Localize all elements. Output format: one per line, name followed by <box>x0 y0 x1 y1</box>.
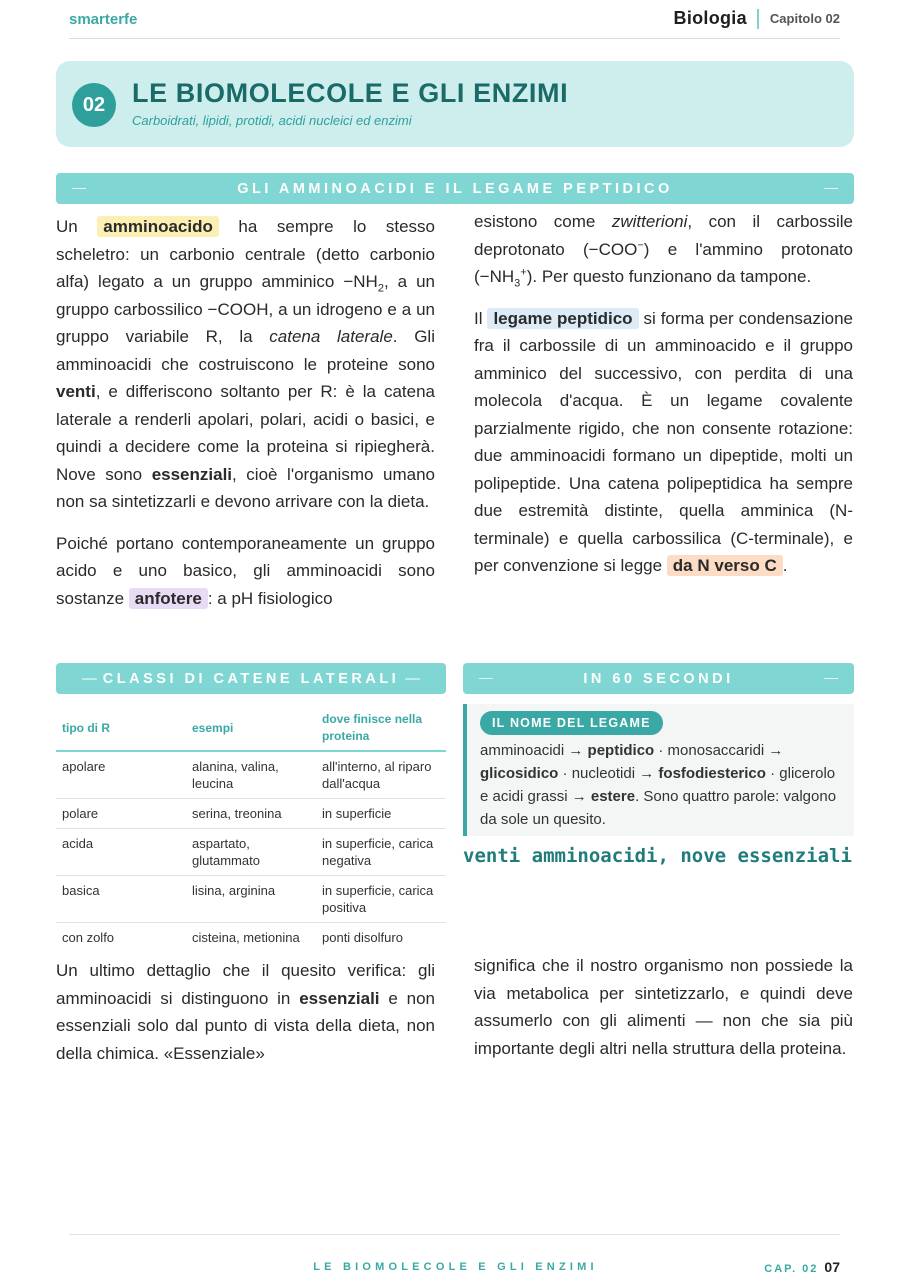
brand-logo[interactable]: smarterfe <box>69 11 138 28</box>
footer-page-info <box>764 1259 840 1275</box>
text-run: · nucleotidi → <box>558 765 659 782</box>
callout-text <box>480 739 842 831</box>
chapter-number-badge: 02 <box>72 83 116 127</box>
table-cell: in superficie, carica positiva <box>316 876 446 923</box>
paragraph: significa che il nostro organismo non possiede la via metabolica per sintetizzarlo, e quindi deve assumerlo con gli alimenti — non che sia più importante degli altri nella struttura della proteina. <box>474 956 853 1058</box>
column-header: tipo di R <box>56 707 186 751</box>
header-meta <box>674 8 840 29</box>
highlight-term: da N verso C <box>667 555 783 576</box>
table-cell: basica <box>56 876 186 923</box>
table-cell: in superficie, carica negativa <box>316 829 446 876</box>
text-column-right <box>474 208 853 580</box>
table-row <box>56 751 446 799</box>
text-run: , a un gruppo carbossilico −COOH, a un idrogeno e a un gruppo variabile R, la <box>56 272 435 346</box>
superscript: − <box>637 238 644 251</box>
text-run: Poiché portano contemporaneamente un gruppo acido e uno basico, gli amminoacidi sono sostanze <box>56 533 435 608</box>
superscript: + <box>520 266 527 279</box>
table-row <box>56 923 446 953</box>
table-cell: all'interno, al riparo dall'acqua <box>316 751 446 799</box>
text-run: Un ultimo dettaglio che il quesito verifica: gli amminoacidi si distinguono in <box>56 961 435 1008</box>
text-run: Il <box>474 308 488 328</box>
bold-term: essenziali <box>151 464 233 484</box>
text-run: : a pH fisiologico <box>207 588 333 608</box>
column-header: esempi <box>186 707 316 751</box>
text-run: , con il carbossile deprotonato (−COO <box>474 212 853 259</box>
table-cell: con zolfo <box>62 930 115 945</box>
footer-divider <box>69 1234 840 1235</box>
bold-term: essenziali <box>299 988 380 1008</box>
callout-label: IL NOME DEL LEGAME <box>480 711 663 735</box>
paragraph <box>56 957 435 1067</box>
table-cell: lisina, arginina <box>186 876 316 923</box>
text-run: esistono come <box>474 212 612 231</box>
text-run: ). Per questo funzionano da tampone. <box>526 267 812 286</box>
italic-term: catena laterale <box>269 327 393 346</box>
section-title: GLI AMMINOACIDI E IL LEGAME PEPTIDICO <box>237 180 673 197</box>
text-run: . Sono quattro parole: valgono da sole un quesito. <box>480 788 837 828</box>
table-row <box>56 799 446 829</box>
page-header <box>69 0 840 39</box>
footer-chapter: CAP. 02 <box>764 1263 819 1275</box>
bold-term: fosfodiesterico <box>658 765 766 782</box>
table-cell: in superficie <box>316 799 446 829</box>
chapter-title: LE BIOMOLECOLE E GLI ENZIMI <box>132 78 569 108</box>
text-run: ha sempre lo stesso scheletro: un carbonio centrale (detto carbonio alfa) legato a un gruppo amminico −NH <box>56 217 435 291</box>
table-cell: ponti disolfuro <box>322 930 403 945</box>
text-column-left <box>56 213 435 612</box>
section-heading-amminoacidi <box>56 173 854 204</box>
chapter-banner <box>56 61 854 147</box>
table-row <box>56 829 446 876</box>
paragraph <box>474 305 853 580</box>
table-cell: serina, treonina <box>186 799 316 829</box>
text-run: si forma per condensazione fra il carbossile di un amminoacido e il gruppo amminico del successivo, con perdita di una molecola d'acqua. È un legame covalente parzialmente rigido, che non consente rotazione: due amminoacidi formano un dipeptide, molti un polipeptide. Una catena polipeptidica ha sempre due estremità distinte, quella amminica (N-terminale) e quella carbossilica (C-terminale), e per convenzione si legge <box>474 308 853 575</box>
text-run: , cioè l'organismo umano non sa sintetizzarli e devono arrivare con la dieta. <box>56 464 435 511</box>
dash-decoration: — <box>405 670 420 687</box>
side-chain-table <box>56 707 446 952</box>
text-run: , e differiscono soltanto per R: è la catena laterale a renderli apolari, polari, acidi o basici, e quindi a decidere come la proteina si ripiegherà. Nove sono <box>56 382 435 484</box>
text-run: ) e l'ammino protonato (−NH <box>474 239 853 286</box>
paragraph <box>474 208 853 291</box>
text-run: . <box>782 556 788 575</box>
subject-title: Biologia <box>673 8 747 28</box>
table-cell: acida <box>56 829 186 876</box>
dash-decoration: — <box>82 670 97 687</box>
paragraph <box>56 213 435 516</box>
table-cell: apolare <box>56 751 186 799</box>
handwritten-note: venti amminoacidi, nove essenziali <box>463 845 852 867</box>
dash-decoration: — <box>72 179 86 195</box>
bold-term: venti <box>56 382 96 401</box>
table-cell: alanina, valina, leucina <box>186 751 316 799</box>
section-heading-60-secondi <box>463 663 854 694</box>
section-title: CLASSI DI CATENE LATERALI <box>102 670 400 687</box>
dash-decoration: — <box>824 179 838 195</box>
text-run: · monosaccaridi → <box>654 742 784 759</box>
table-header-row <box>56 707 446 751</box>
highlight-term: amminoacido <box>97 216 219 237</box>
table-cell: aspartato, glutammato <box>186 829 316 876</box>
dash-decoration: — <box>479 669 493 685</box>
text-run: Un <box>56 217 98 236</box>
column-header: dove finisce nella proteina <box>316 707 446 751</box>
table-cell: cisteina, metionina <box>192 930 300 945</box>
summary-callout <box>463 704 854 836</box>
subscript: 2 <box>377 282 384 295</box>
closing-column-right <box>474 952 853 1062</box>
chapter-subtitle: Carboidrati, lipidi, protidi, acidi nucleici ed enzimi <box>132 113 412 128</box>
closing-column-left <box>56 957 435 1067</box>
subscript: 3 <box>514 277 521 290</box>
section-title: IN 60 SECONDI <box>583 670 734 687</box>
text-run: amminoacidi → <box>480 742 588 759</box>
page-number: 07 <box>824 1259 840 1275</box>
chapter-label: Capitolo 02 <box>769 11 840 26</box>
highlight-term: legame peptidico <box>487 308 638 329</box>
table-row <box>56 876 446 923</box>
bold-term: estere <box>590 788 636 805</box>
italic-term: zwitterioni <box>611 212 688 231</box>
header-divider <box>757 9 759 29</box>
bold-term: glicosidico <box>480 765 559 782</box>
table-cell: polare <box>56 799 186 829</box>
text-run: . Gli amminoacidi che costruiscono le proteine sono <box>56 327 435 374</box>
text-run: e non essenziali solo dal punto di vista della dieta, non della chimica. «Essenziale» <box>56 988 435 1063</box>
highlight-term: anfotere <box>129 588 208 609</box>
footer-chapter-title: LE BIOMOLECOLE E GLI ENZIMI <box>313 1261 598 1273</box>
paragraph <box>56 530 435 613</box>
section-heading-catene <box>56 663 446 694</box>
text-run: · glicerolo e acidi grassi → <box>480 765 836 805</box>
bold-term: peptidico <box>587 742 655 759</box>
dash-decoration: — <box>824 669 838 685</box>
